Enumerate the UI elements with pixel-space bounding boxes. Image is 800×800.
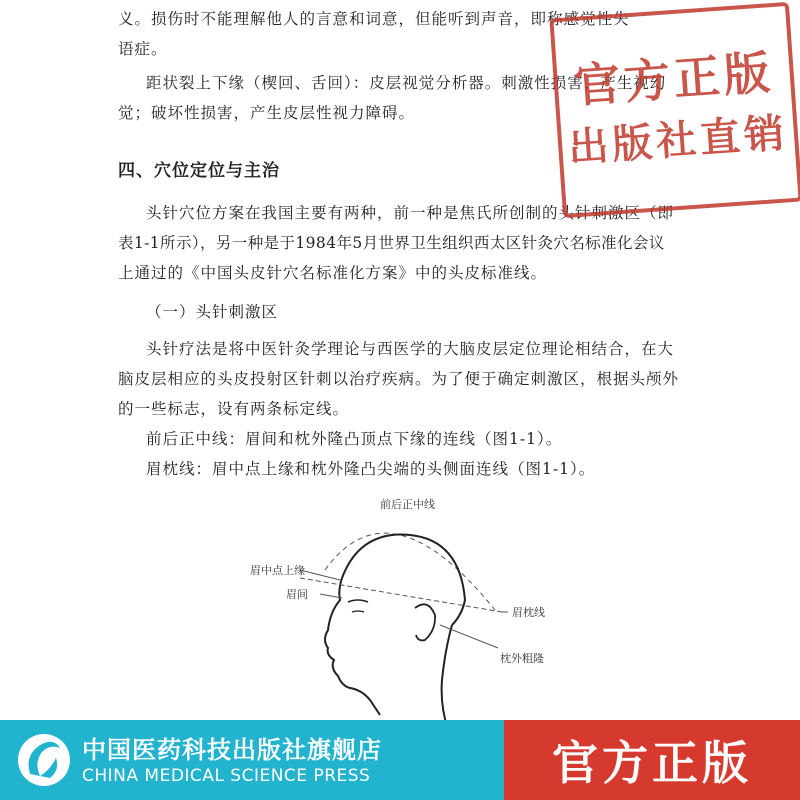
label-brow-occ: 眉枕线 [512, 606, 545, 619]
para2-line-2: 表1-1所示），另一种是于1984年5月世界卫生组织西太区针灸穴名标准化会议 [118, 234, 665, 252]
eye [352, 611, 364, 612]
midline-arc [325, 533, 495, 610]
official-stamp [549, 2, 800, 218]
ear [415, 604, 435, 640]
para2-line-3: 上通过的《中国头皮针穴名标准化方案》中的头皮标准线。 [118, 264, 548, 282]
label-brow-upper: 眉中点上缘 [250, 564, 305, 577]
label-glabella: 眉间 [286, 588, 308, 601]
head-figure [230, 490, 590, 730]
front-back-midline-text: 前后正中线：眉间和枕外隆凸顶点下缘的连线（图1-1）。 [146, 430, 563, 448]
stamp-line-1: 官方正版 [572, 45, 776, 113]
para2-line-1: 头针穴位方案在我国主要有两种，前一种是焦氏所创制的头针刺激区（即 [146, 204, 675, 222]
official-genuine-badge: 官方正版 [504, 720, 800, 800]
stamp-line-2: 出版社直销 [566, 110, 790, 172]
para3-line-2: 脑皮层相应的头皮投射区针刺以治疗疾病。为了便于确定刺激区，根据头颅外 [118, 370, 680, 388]
para3-line-3: 的一些标志，设有两条标定线。 [118, 400, 350, 418]
section-heading: 四、穴位定位与主治 [118, 161, 280, 181]
label-midline: 前后正中线 [380, 498, 435, 511]
body-line-3: 距状裂上下缘（楔回、舌回）：皮层视觉分析器。刺激性损害，产生视幻 [146, 74, 667, 92]
leader-brow-upper [300, 570, 340, 580]
publisher-name-en: CHINA MEDICAL SCIENCE PRESS [82, 766, 371, 786]
label-occ-protuberance: 枕外粗隆 [500, 652, 544, 665]
publisher-banner [0, 720, 800, 800]
publisher-logo-icon [16, 730, 72, 790]
body-line-1: 义。损伤时不能理解他人的言意和词意，但能听到声音，即称感觉性失 [118, 10, 630, 28]
body-line-2: 语症。 [118, 40, 168, 58]
face-profile [325, 578, 380, 715]
neck-back [442, 625, 452, 730]
publisher-name-cn: 中国医药科技出版社旗舰店 [82, 736, 382, 764]
brow-occipital-line-text: 眉枕线：眉中点上缘和枕外隆凸尖端的头侧面连线（图1-1）。 [146, 460, 596, 478]
eyebrow [348, 600, 368, 602]
para3-line-1: 头针疗法是将中医针灸学理论与西医学的大脑皮层定位理论相结合，在大 [146, 340, 675, 358]
body-line-4: 觉；破坏性损害，产生皮层性视力障碍。 [118, 104, 416, 122]
subheading: （一）头针刺激区 [146, 303, 279, 321]
